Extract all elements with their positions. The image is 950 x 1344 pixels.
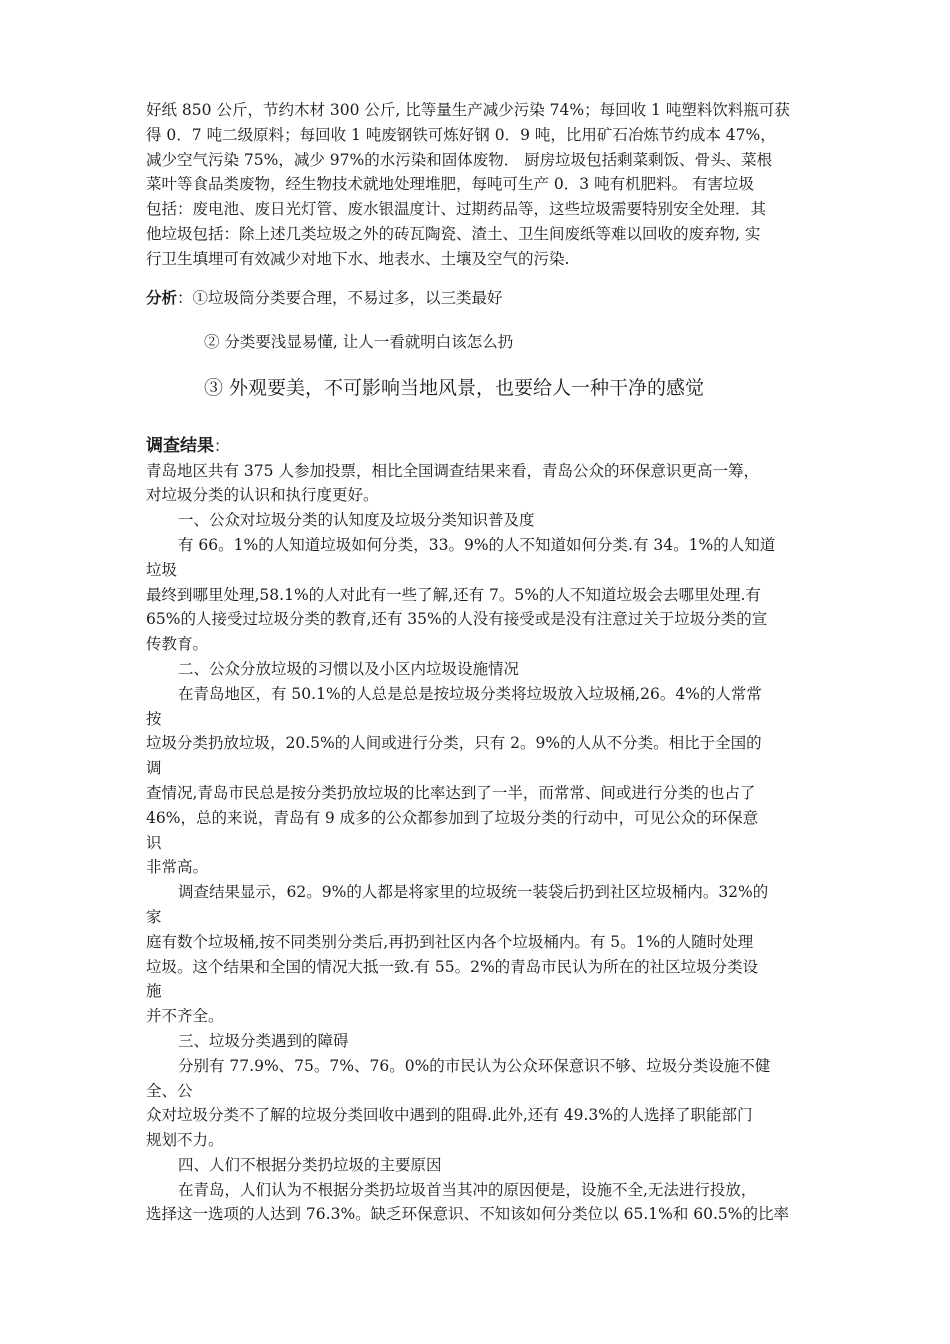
results-line: 调 xyxy=(146,759,162,778)
results-line: 调查结果显示，62。9%的人都是将家里的垃圾统一装袋后扔到社区垃圾桶内。32%的 xyxy=(178,883,769,902)
results-line: 查情况,青岛市民总是按分类扔放垃圾的比率达到了一半，而常常、间或进行分类的也占了 xyxy=(146,783,756,802)
results-line: 46%，总的来说，青岛有 9 成多的公众都参加到了垃圾分类的行动中，可见公众的环保意 xyxy=(146,808,759,827)
results-line: 在青岛地区，有 50.1%的人总是总是按垃圾分类将垃圾放入垃圾桶,26。4%的人常常 xyxy=(178,684,762,703)
results-line: 庭有数个垃圾桶,按不同类别分类后,再扔到社区内各个垃圾桶内。有 5。1%的人随时处理 xyxy=(146,932,754,951)
results-line: 四、人们不根据分类扔垃圾的主要原因 xyxy=(178,1155,442,1174)
results-line: 最终到哪里处理,58.1%的人对此有一些了解,还有 7。5%的人不知道垃圾会去哪里处理.有 xyxy=(146,585,761,604)
results-line: 施 xyxy=(146,982,162,1001)
results-line: 一、公众对垃圾分类的认知度及垃圾分类知识普及度 xyxy=(178,511,535,530)
intro-line: 他垃圾包括：除上述几类垃圾之外的砖瓦陶瓷、渣土、卫生间废纸等难以回收的废弃物, 实 xyxy=(146,224,761,243)
analysis-point-1 xyxy=(146,286,816,310)
results-line: 家 xyxy=(146,907,162,926)
results-line: 全、公 xyxy=(146,1081,193,1100)
results-line: 二、公众分放垃圾的习惯以及小区内垃圾设施情况 xyxy=(178,659,520,678)
results-line: 并不齐全。 xyxy=(146,1007,224,1026)
intro-line: 菜叶等食品类废物，经生物技术就地处理堆肥，每吨可生产 0．3 吨有机肥料。 有害垃圾 xyxy=(146,175,755,194)
results-line: 分别有 77.9%、75。7%、76。0%的市民认为公众环保意识不够、垃圾分类设施不健 xyxy=(178,1056,771,1075)
results-line: 规划不力。 xyxy=(146,1131,224,1150)
intro-paragraph xyxy=(146,98,816,272)
results-heading-colon: ： xyxy=(214,436,230,455)
results-line: 有 66。1%的人知道垃圾如何分类，33。9%的人不知道如何分类.有 34。1%的人知道 xyxy=(178,535,776,554)
results-line: 65%的人接受过垃圾分类的教育,还有 35%的人没有接受或是没有注意过关于垃圾分类的宣 xyxy=(146,610,768,629)
results-heading: 调查结果 xyxy=(146,435,214,456)
results-line: 非常高。 xyxy=(146,858,209,877)
results-line: 垃圾 xyxy=(146,560,178,579)
analysis-point-1-text: ①垃圾筒分类要合理，不易过多，以三类最好 xyxy=(192,288,503,307)
results-line: 对垃圾分类的认识和执行度更好。 xyxy=(146,486,379,505)
results-line: 选择这一选项的人达到 76.3%。缺乏环保意识、不知该如何分类位以 65.1%和 60.5%的比率 xyxy=(146,1205,790,1224)
results-body xyxy=(146,459,816,1228)
document-page xyxy=(146,98,816,1227)
analysis-colon: ： xyxy=(177,288,193,307)
intro-line: 得 0．7 吨二级原料；每回收 1 吨废钢铁可炼好钢 0．9 吨，比用矿石冶炼节约成本 47%， xyxy=(146,125,776,144)
results-line: 众对垃圾分类不了解的垃圾分类回收中遇到的阻碍.此外,还有 49.3%的人选择了职能部门 xyxy=(146,1106,753,1125)
analysis-point-3: ③ 外观要美，不可影响当地风景，也要给人一种干净的感觉 xyxy=(204,376,705,399)
results-line: 垃圾分类扔放垃圾，20.5%的人间或进行分类，只有 2。9%的人从不分类。相比于全国的 xyxy=(146,734,762,753)
intro-line: 包括：废电池、废日光灯管、废水银温度计、过期药品等，这些垃圾需要特别安全处理．其 xyxy=(146,200,767,219)
intro-line: 行卫生填埋可有效减少对地下水、地表水、土壤及空气的污染. xyxy=(146,249,570,268)
intro-line: 好纸 850 公斤，节约木材 300 公斤, 比等量生产减少污染 74%；每回收 1 吨塑料饮料瓶可获 xyxy=(146,101,790,119)
results-heading-line xyxy=(146,433,816,459)
analysis-label: 分析 xyxy=(146,287,178,307)
intro-line: 减少空气污染 75%，减少 97%的水污染和固体废物． 厨房垃圾包括剩菜剩饭、骨头、菜根 xyxy=(146,150,773,169)
results-line: 识 xyxy=(146,833,162,852)
results-line: 青岛地区共有 375 人参加投票，相比全国调查结果来看，青岛公众的环保意识更高一筹， xyxy=(146,461,759,480)
analysis-point-2: ② 分类要浅显易懂, 让人一看就明白该怎么扔 xyxy=(204,332,514,351)
results-line: 三、垃圾分类遇到的障碍 xyxy=(178,1031,349,1050)
results-line: 传教育。 xyxy=(146,635,209,654)
results-line: 垃圾。这个结果和全国的情况大抵一致.有 55。2%的青岛市民认为所在的社区垃圾分类设 xyxy=(146,957,759,976)
results-line: 在青岛，人们认为不根据分类扔垃圾首当其冲的原因便是，设施不全,无法进行投放， xyxy=(178,1180,757,1199)
results-line: 按 xyxy=(146,709,162,728)
